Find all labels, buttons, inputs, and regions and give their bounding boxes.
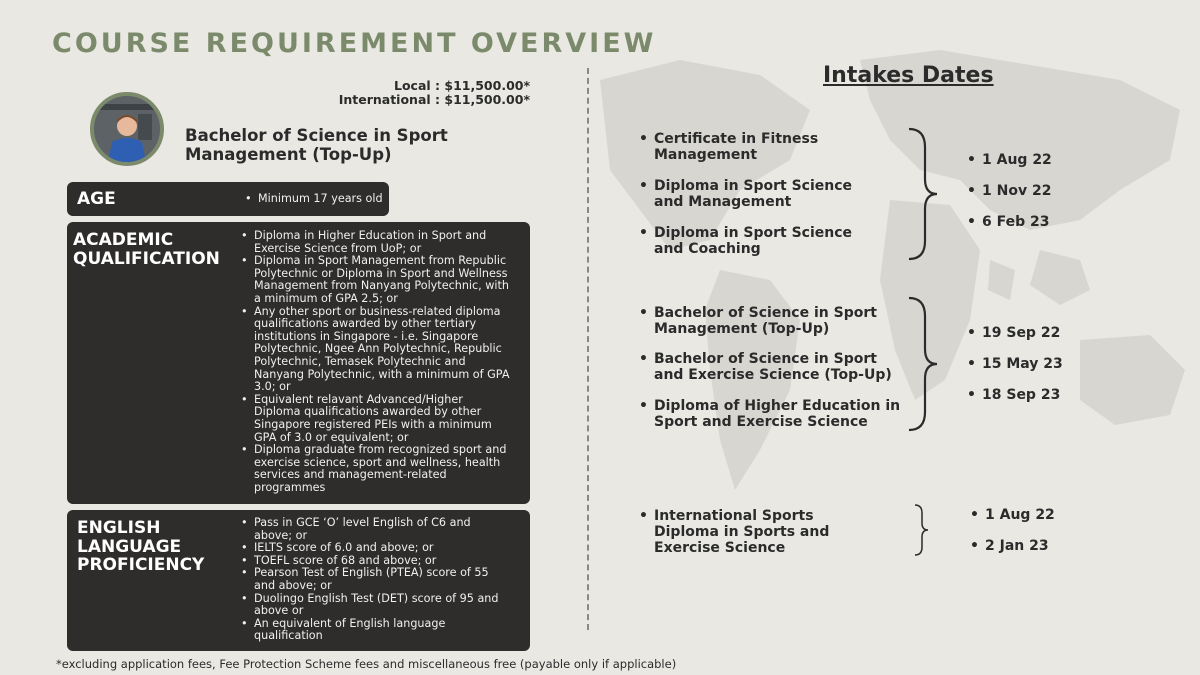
- english-list: [240, 517, 525, 643]
- list-item: • Equivalent relavant Advanced/Higher Diploma qualifications awarded by other Singapore registered PEIs with a minimum GPA of 3.0 or equivalent; or: [240, 394, 525, 444]
- age-list: [244, 193, 384, 206]
- brace-icon: [913, 503, 931, 557]
- academic-heading: ACADEMIC QUALIFICATION: [73, 230, 220, 269]
- english-heading: ENGLISH LANGUAGE PROFICIENCY: [77, 518, 205, 575]
- course-title: Bachelor of Science in Sport Management (Top-Up): [185, 126, 448, 164]
- list-item: • 2 Jan 23: [969, 538, 1049, 554]
- list-item: • Bachelor of Science in Sport and Exercise Science (Top-Up): [638, 351, 892, 383]
- list-item: • International Sports Diploma in Sports and Exercise Science: [638, 508, 829, 556]
- list-item: • Diploma in Sport Management from Republic Polytechnic or Diploma in Sport and Wellness Management from Nanyang Polytechnic, with a minimum of GPA 2.5; or: [240, 255, 525, 305]
- english-card: [67, 510, 530, 651]
- academic-list: [240, 230, 525, 494]
- list-item: • Pearson Test of English (PTEA) score of 55 and above; or: [240, 567, 525, 592]
- list-item: • Duolingo English Test (DET) score of 95 and above or: [240, 593, 525, 618]
- list-item: • 19 Sep 22: [966, 325, 1060, 341]
- list-item: • Bachelor of Science in Sport Management (Top-Up): [638, 305, 877, 337]
- list-item: • Diploma graduate from recognized sport and exercise science, sport and wellness, health services and management-related programmes: [240, 444, 525, 494]
- avatar-photo: [90, 92, 164, 166]
- footnote: *excluding application fees, Fee Protection Scheme fees and miscellaneous free (payable only if applicable): [56, 657, 677, 671]
- intakes-title: Intakes Dates: [823, 63, 994, 88]
- list-item: • Diploma in Sport Science and Management: [638, 178, 852, 210]
- list-item: • Any other sport or business-related diploma qualifications awarded by other tertiary institutions in Singapore - i.e. Singapore Polytechnic, Ngee Ann Polytechnic, Republic Polytechnic, Temasek Polytechnic and Nanyang Polytechnic, with a minimum of GPA 3.0; or: [240, 306, 525, 394]
- brace-icon: [905, 296, 941, 432]
- page-title: COURSE REQUIREMENT OVERVIEW: [52, 28, 657, 59]
- list-item: • Certificate in Fitness Management: [638, 131, 818, 163]
- list-item: • 15 May 23: [966, 356, 1063, 372]
- academic-card: [67, 222, 530, 504]
- list-item: • 6 Feb 23: [966, 214, 1049, 230]
- list-item: • Pass in GCE ‘O’ level English of C6 and above; or: [240, 517, 525, 542]
- list-item: • TOEFL score of 68 and above; or: [240, 555, 525, 568]
- list-item: • An equivalent of English language qualification: [240, 618, 525, 643]
- list-item: • 1 Aug 22: [969, 507, 1055, 523]
- brace-icon: [905, 127, 941, 261]
- age-card: [67, 182, 389, 216]
- list-item: • Minimum 17 years old: [244, 193, 384, 206]
- list-item: • 1 Aug 22: [966, 152, 1052, 168]
- age-heading: AGE: [77, 189, 116, 209]
- list-item: • 1 Nov 22: [966, 183, 1051, 199]
- fee-block: [330, 79, 530, 107]
- local-fee: Local : $11,500.00*: [394, 78, 530, 93]
- list-item: • Diploma of Higher Education in Sport and Exercise Science: [638, 398, 900, 430]
- divider: [587, 68, 589, 630]
- list-item: • Diploma in Sport Science and Coaching: [638, 225, 852, 257]
- list-item: • Diploma in Higher Education in Sport and Exercise Science from UoP; or: [240, 230, 525, 255]
- list-item: • 18 Sep 23: [966, 387, 1060, 403]
- international-fee: International : $11,500.00*: [338, 92, 530, 107]
- list-item: • IELTS score of 6.0 and above; or: [240, 542, 525, 555]
